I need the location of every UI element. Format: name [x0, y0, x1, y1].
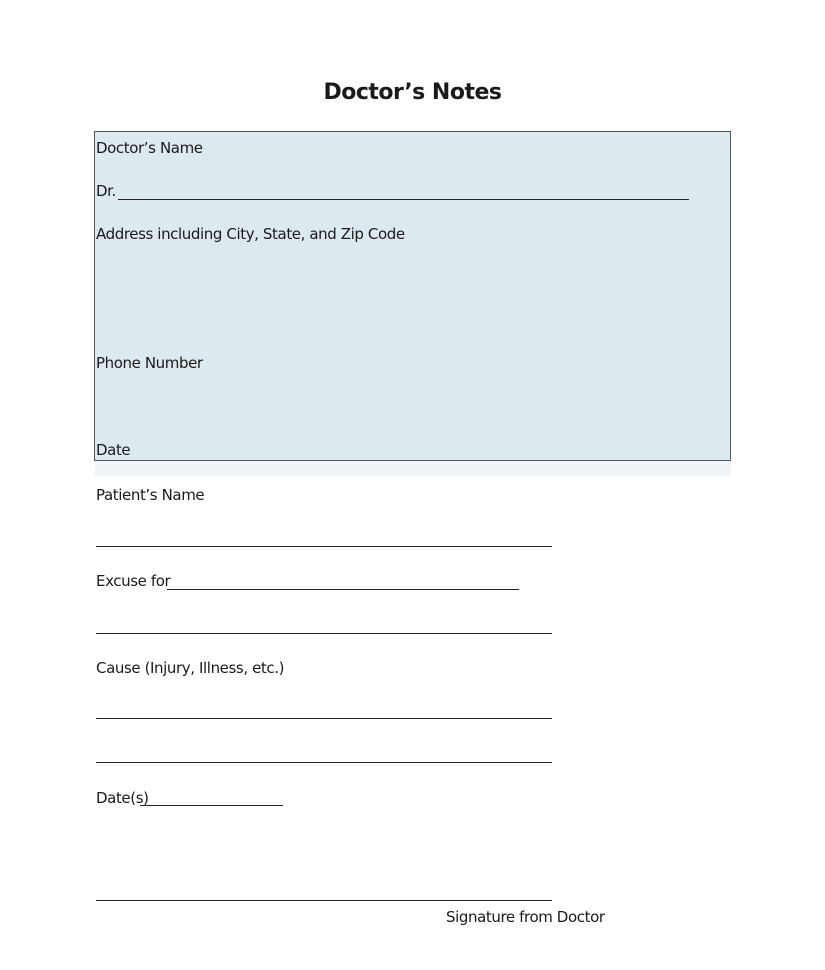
cause-field-line-1[interactable] — [96, 718, 552, 719]
patient-name-label: Patient’s Name — [96, 486, 205, 504]
signature-label: Signature from Doctor — [446, 908, 605, 926]
dates-label: Date(s) — [96, 789, 149, 807]
phone-field[interactable] — [96, 377, 726, 432]
phone-label: Phone Number — [96, 354, 203, 372]
signature-line[interactable] — [96, 900, 552, 901]
excuse-field[interactable] — [167, 589, 519, 590]
date-label: Date — [96, 441, 131, 459]
section-divider — [95, 461, 731, 476]
cause-field-line-2[interactable] — [96, 762, 552, 763]
address-field[interactable] — [96, 248, 726, 348]
form-title: Doctor’s Notes — [323, 80, 502, 105]
excuse-label: Excuse for — [96, 572, 171, 590]
doctor-name-label: Doctor’s Name — [96, 139, 203, 157]
dates-field[interactable] — [140, 805, 283, 806]
cause-label: Cause (Injury, Illness, etc.) — [96, 659, 285, 677]
dr-prefix-label: Dr. — [96, 182, 116, 200]
address-label: Address including City, State, and Zip Code — [96, 225, 405, 243]
patient-name-field[interactable] — [96, 546, 552, 547]
doctor-name-field[interactable] — [118, 199, 689, 200]
excuse-field-line-2[interactable] — [96, 633, 552, 634]
